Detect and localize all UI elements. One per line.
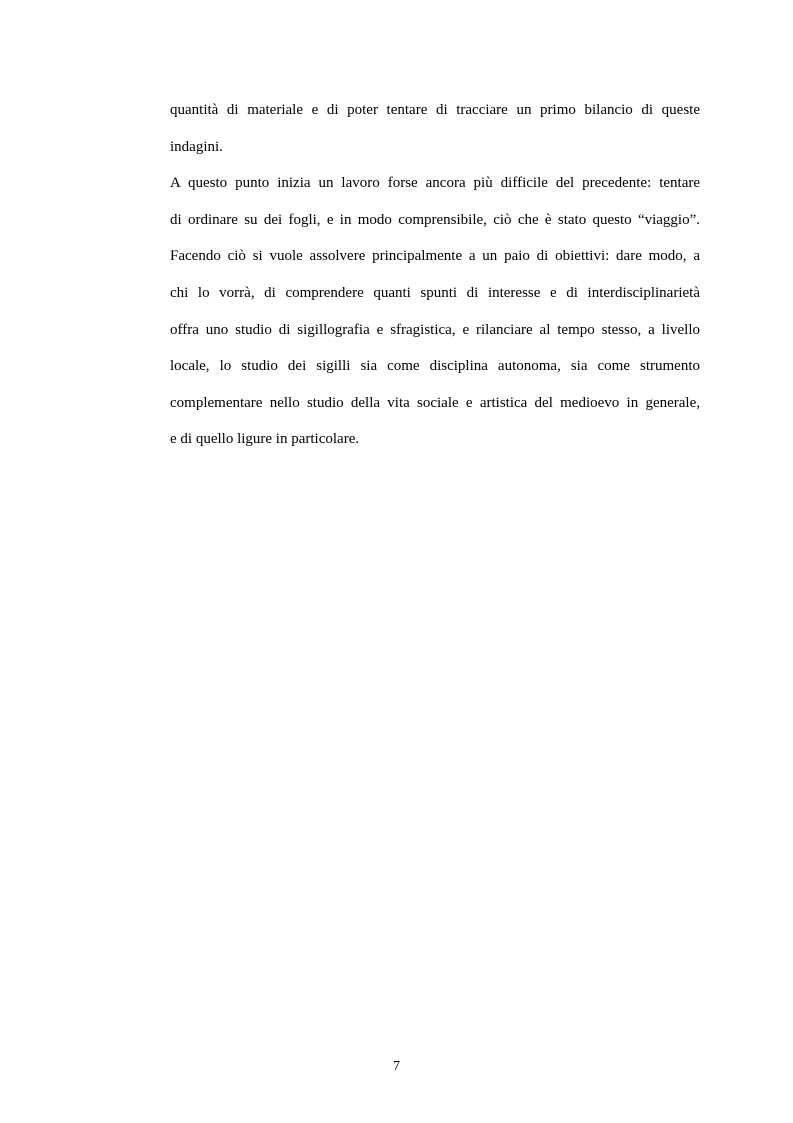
text-line-5: Facendo ciò si vuole assolvere principalmente a un paio di obiettivi: dare modo, a — [170, 248, 700, 265]
text-line-3: A questo punto inizia un lavoro forse ancora più difficile del precedente: tentare — [170, 175, 700, 192]
text-line-6: chi lo vorrà, di comprendere quanti spunti di interesse e di interdisciplinarietà — [170, 284, 700, 301]
text-line-8: locale, lo studio dei sigilli sia come disciplina autonoma, sia come strumento — [170, 358, 700, 375]
text-line-10: e di quello ligure in particolare. — [170, 431, 360, 448]
text-line-1: quantità di materiale e di poter tentare di tracciare un primo bilancio di queste — [170, 102, 700, 118]
text-line-9: complementare nello studio della vita sociale e artistica del medioevo in generale, — [170, 394, 700, 411]
body-text — [170, 92, 700, 458]
text-line-2: indagini. — [170, 138, 223, 155]
text-line-7: offra uno studio di sigillografia e sfragistica, e rilanciare al tempo stesso, a livello — [170, 321, 700, 338]
text-line-4: di ordinare su dei fogli, e in modo comprensibile, ciò che è stato questo “viaggio”. — [170, 211, 700, 228]
page-number: 7 — [393, 1059, 400, 1074]
